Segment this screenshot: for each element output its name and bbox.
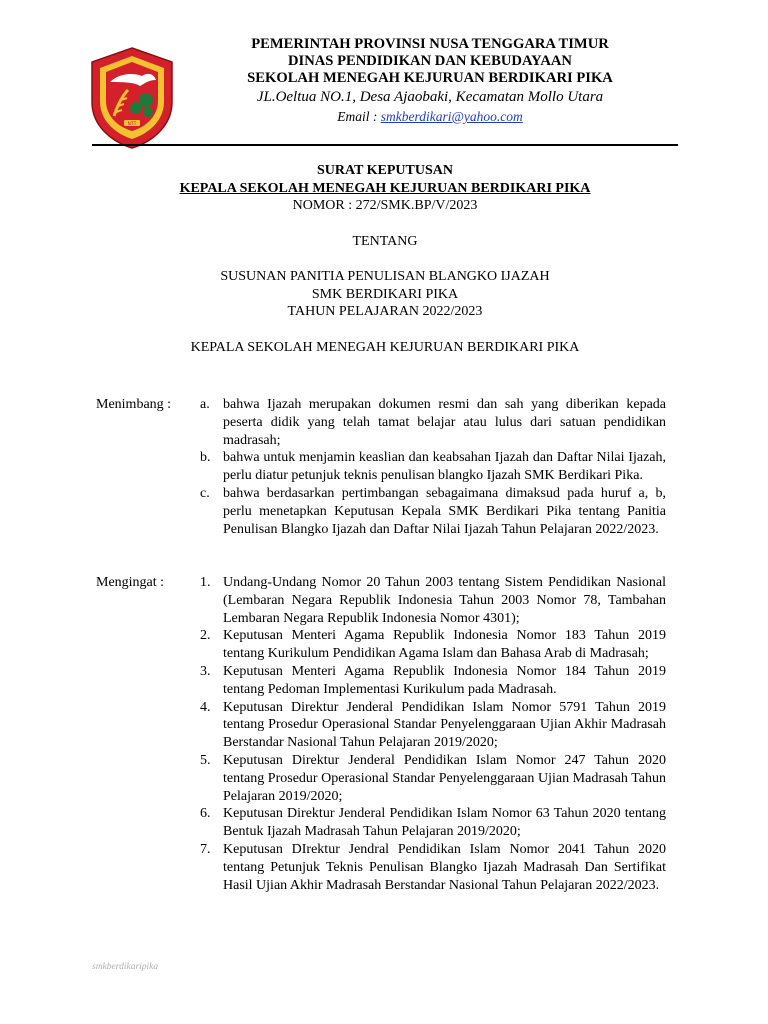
list-marker: c.	[200, 485, 210, 501]
list-marker: 6.	[200, 806, 211, 822]
subject-line-3: TAHUN PELAJARAN 2022/2023	[287, 304, 483, 319]
about-heading: TENTANG	[352, 233, 418, 249]
subject-line-1: SUSUNAN PANITIA PENULISAN BLANGKO IJAZAH	[220, 269, 550, 284]
list-item-text: bahwa Ijazah merupakan dokumen resmi dan sah yang diberikan kepada peserta didik yang telah tamat belajar atau lulus dari satuan pendidikan madrasah;	[223, 397, 666, 448]
letterhead-divider	[92, 144, 678, 146]
decree-title-block	[95, 162, 675, 356]
list-marker: 1.	[200, 575, 211, 590]
list-item-text: bahwa berdasarkan pertimbangan sebagaimana dimaksud pada huruf a, b, perlu menetapkan Keputusan Kepala SMK Berdikari Pika tentang Panitia Penulisan Blangko Ijazah dan Daftar Nilai Ijazah Tahun Pelajaran 2022/2023.	[223, 485, 666, 537]
list-item-text: bahwa untuk menjamin keaslian dan keabsahan Ijazah dan Daftar Nilai Ijazah, perlu diatur petunjuk teknis penulisan blangko Ijazah SMK Berdikari Pika.	[223, 450, 666, 484]
list-item-text: Undang-Undang Nomor 20 Tahun 2003 tentang Sistem Pendidikan Nasional (Lembaran Negara Republik Indonesia Tahun 2003 Nomor 78, Tambahan Lembaran Negara Republik Indonesia Nomor 4301);	[223, 575, 666, 626]
list-item-text: Keputusan Menteri Agama Republik Indonesia Nomor 184 Tahun 2019 tentang Pedoman Implementasi Kurikulum pada Madrasah.	[223, 663, 666, 697]
list-item	[200, 396, 666, 449]
provincial-emblem-logo	[88, 46, 176, 150]
list-marker: 3.	[200, 663, 211, 679]
list-marker: a.	[200, 397, 210, 412]
document-type: SURAT KEPUTUSAN	[316, 163, 453, 178]
list-item	[200, 752, 666, 805]
list-marker: b.	[200, 450, 211, 466]
list-item	[200, 841, 666, 894]
list-item	[200, 627, 666, 663]
decree-number: NOMOR : 272/SMK.BP/V/2023	[292, 198, 478, 213]
list-item-text: Keputusan Direktur Jenderal Pendidikan Islam Nomor 247 Tahun 2020 tentang Prosedur Operasional Standar Penyelenggaraan Ujian Madrasah Tahun Pelajaran 2019/2020;	[223, 752, 666, 804]
school-address: JL.Oeltua NO.1, Desa Ajaobaki, Kecamatan Mollo Utara	[256, 89, 604, 105]
letterhead	[200, 36, 660, 127]
email-link[interactable]: smkberdikari@yahoo.com	[380, 109, 523, 124]
school-name: SEKOLAH MENEGAH KEJURUAN BERDIKARI PIKA	[247, 70, 613, 86]
list-marker: 5.	[200, 752, 211, 768]
department-name: DINAS PENDIDIKAN DAN KEBUDAYAAN	[288, 53, 572, 69]
emblem-lettering: NTT	[127, 122, 137, 127]
list-item-text: Keputusan Direktur Jenderal Pendidikan Islam Nomor 63 Tahun 2020 tentang Bentuk Ijazah Madrasah Tahun Pelajaran 2019/2020;	[223, 806, 666, 840]
footer-watermark: smkberdikaripika	[92, 962, 159, 972]
list-item	[200, 449, 666, 485]
decree-issuer: KEPALA SEKOLAH MENEGAH KEJURUAN BERDIKARI PIKA	[179, 180, 591, 196]
list-item	[200, 574, 666, 627]
list-item	[200, 805, 666, 841]
list-item-text: Keputusan Menteri Agama Republik Indonesia Nomor 183 Tahun 2019 tentang Kurikulum Pendidikan Agama Islam dan Bahasa Arab di Madrasah;	[223, 628, 666, 662]
email-line	[200, 107, 660, 127]
authority-heading: KEPALA SEKOLAH MENEGAH KEJURUAN BERDIKARI PIKA	[190, 339, 580, 355]
list-item-text: Keputusan Direktur Jenderal Pendidikan Islam Nomor 5791 Tahun 2019 tentang Prosedur Operasional Standar Penyelenggaraan Ujian Akhir Madrasah Berstandar Nasional Tahun Pelajaran 2019/2020;	[223, 699, 666, 751]
list-item	[200, 663, 666, 699]
mengingat-label: Mengingat :	[96, 575, 165, 590]
subject-line-2: SMK BERDIKARI PIKA	[311, 286, 459, 302]
list-marker: 7.	[200, 841, 211, 857]
list-item	[200, 699, 666, 752]
government-name: PEMERINTAH PROVINSI NUSA TENGGARA TIMUR	[251, 36, 609, 52]
list-marker: 4.	[200, 699, 211, 715]
list-item	[200, 485, 666, 538]
menimbang-label: Menimbang :	[96, 397, 172, 412]
list-item-text: Keputusan DIrektur Jendral Pendidikan Islam Nomor 2041 Tahun 2020 tentang Petunjuk Teknis Penulisan Blangko Ijazah Madrasah Dan Sertifikat Hasil Ujian Akhir Madrasah Berstandar Nasional Tahun Pelajaran 2022/2023.	[223, 841, 666, 893]
list-marker: 2.	[200, 628, 211, 644]
email-label: Email :	[337, 109, 381, 124]
